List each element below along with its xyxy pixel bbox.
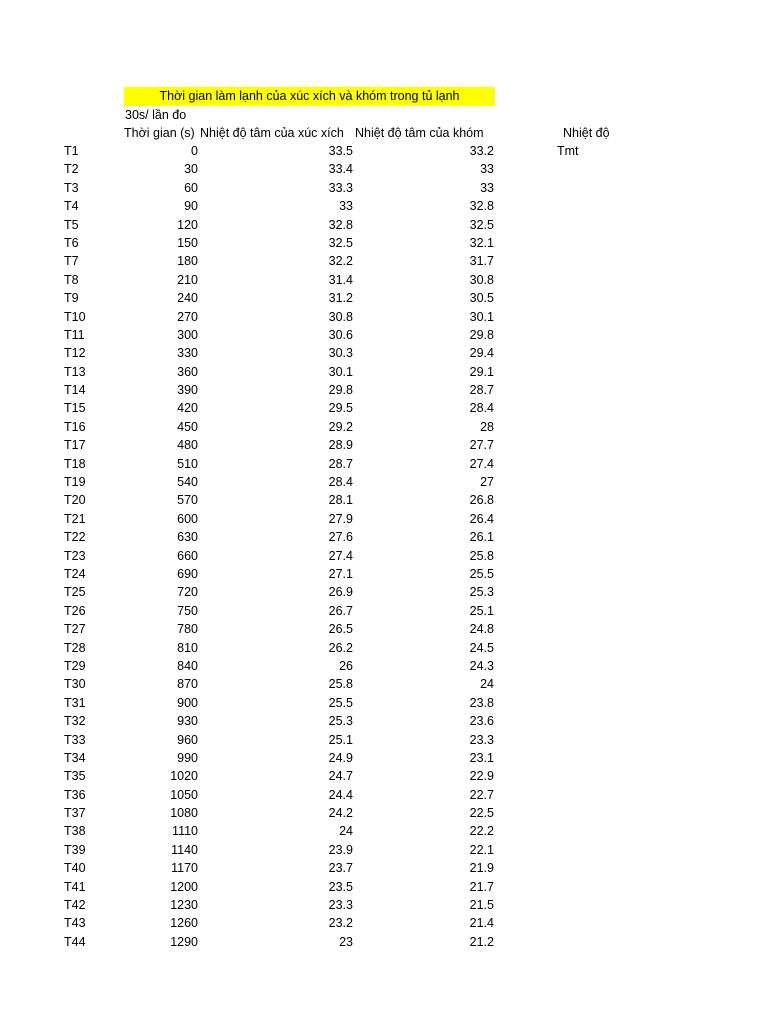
- time-cell[interactable]: 1050: [170, 787, 198, 802]
- time-cell[interactable]: 720: [177, 585, 198, 600]
- table-row: [0, 327, 768, 345]
- pineapple-temp-cell[interactable]: 33: [480, 162, 494, 177]
- sausage-temp-cell[interactable]: 23.5: [328, 879, 353, 894]
- time-cell[interactable]: 270: [177, 309, 198, 324]
- time-cell[interactable]: 540: [177, 475, 198, 490]
- row-label-cell[interactable]: T4: [64, 199, 79, 214]
- sausage-temp-cell[interactable]: 24.4: [328, 787, 353, 802]
- time-cell[interactable]: 1020: [170, 769, 198, 784]
- time-cell[interactable]: 960: [177, 732, 198, 747]
- time-cell[interactable]: 90: [184, 199, 198, 214]
- row-label-cell[interactable]: T31: [64, 695, 86, 710]
- table-row: [0, 180, 768, 198]
- sausage-temp-cell[interactable]: 28.1: [328, 493, 353, 508]
- row-label-cell[interactable]: T30: [64, 677, 86, 692]
- row-label-cell[interactable]: T28: [64, 640, 86, 655]
- time-cell[interactable]: 900: [177, 695, 198, 710]
- time-cell[interactable]: 1140: [171, 842, 198, 857]
- pineapple-temp-cell[interactable]: 21.4: [469, 916, 494, 931]
- table-row: [0, 492, 768, 510]
- row-label-cell[interactable]: T17: [64, 438, 86, 453]
- pineapple-temp-cell[interactable]: 24: [480, 677, 494, 692]
- pineapple-temp-cell[interactable]: 32.5: [469, 217, 494, 232]
- table-row: [0, 474, 768, 492]
- table-row: [0, 934, 768, 952]
- table-row: [0, 529, 768, 547]
- table-row: [0, 456, 768, 474]
- time-cell[interactable]: 990: [177, 750, 198, 765]
- row-label-cell[interactable]: T41: [64, 879, 86, 894]
- row-label-cell[interactable]: T34: [64, 750, 86, 765]
- sausage-temp-cell[interactable]: 25.3: [328, 714, 353, 729]
- table-row: [0, 198, 768, 216]
- pineapple-temp-cell[interactable]: 24.8: [469, 622, 494, 637]
- row-label-cell[interactable]: T7: [64, 254, 79, 269]
- header-time[interactable]: Thời gian (s): [124, 126, 195, 140]
- sausage-temp-cell[interactable]: 27.9: [328, 511, 353, 526]
- table-row: [0, 695, 768, 713]
- sausage-temp-cell[interactable]: 29.8: [328, 383, 353, 398]
- table-row: [0, 437, 768, 455]
- sausage-temp-cell[interactable]: 33.4: [328, 162, 353, 177]
- pineapple-temp-cell[interactable]: 26.1: [469, 530, 494, 545]
- row-label-cell[interactable]: T16: [64, 419, 86, 434]
- pineapple-temp-cell[interactable]: 24.5: [469, 640, 494, 655]
- time-cell[interactable]: 930: [177, 714, 198, 729]
- row-label-cell[interactable]: T37: [64, 806, 86, 821]
- table-row: [0, 603, 768, 621]
- time-cell[interactable]: 600: [177, 511, 198, 526]
- table-row: [0, 658, 768, 676]
- sausage-temp-cell[interactable]: 28.4: [328, 475, 353, 490]
- table-row: [0, 768, 768, 786]
- time-cell[interactable]: 510: [177, 456, 198, 471]
- pineapple-temp-cell[interactable]: 22.9: [469, 769, 494, 784]
- sausage-temp-cell[interactable]: 25.1: [328, 732, 353, 747]
- table-row: [0, 382, 768, 400]
- table-row: [0, 915, 768, 933]
- table-row: [0, 879, 768, 897]
- pineapple-temp-cell[interactable]: 30.5: [469, 291, 494, 306]
- row-label-cell[interactable]: T15: [64, 401, 86, 416]
- header-pineapple-core-temp[interactable]: Nhiệt độ tâm của khóm: [355, 126, 484, 140]
- row-label-cell[interactable]: T38: [64, 824, 86, 839]
- time-cell[interactable]: 690: [177, 566, 198, 581]
- row-label-cell[interactable]: T25: [64, 585, 86, 600]
- pineapple-temp-cell[interactable]: 21.5: [469, 898, 494, 913]
- time-cell[interactable]: 330: [177, 346, 198, 361]
- table-row: [0, 309, 768, 327]
- row-label-cell[interactable]: T10: [64, 309, 86, 324]
- pineapple-temp-cell[interactable]: 26.8: [469, 493, 494, 508]
- row-label-cell[interactable]: T12: [64, 346, 86, 361]
- pineapple-temp-cell[interactable]: 22.2: [469, 824, 494, 839]
- pineapple-temp-cell[interactable]: 27.7: [469, 438, 494, 453]
- time-cell[interactable]: 870: [177, 677, 198, 692]
- time-cell[interactable]: 1230: [170, 898, 198, 913]
- row-label-cell[interactable]: T6: [64, 235, 79, 250]
- row-label-cell[interactable]: T33: [64, 732, 86, 747]
- row-label-cell[interactable]: T2: [64, 162, 79, 177]
- table-row: [0, 750, 768, 768]
- pineapple-temp-cell[interactable]: 23.3: [469, 732, 494, 747]
- sausage-temp-cell[interactable]: 32.8: [328, 217, 353, 232]
- sausage-temp-cell[interactable]: 25.5: [328, 695, 353, 710]
- pineapple-temp-cell[interactable]: 21.7: [469, 879, 494, 894]
- time-cell[interactable]: 1290: [170, 934, 198, 949]
- table-row: [0, 676, 768, 694]
- table-row: [0, 143, 768, 161]
- time-cell[interactable]: 840: [177, 658, 198, 673]
- time-cell[interactable]: 1110: [172, 824, 198, 839]
- time-cell[interactable]: 0: [191, 144, 198, 158]
- sausage-temp-cell[interactable]: 28.9: [328, 438, 353, 453]
- pineapple-temp-cell[interactable]: 21.9: [469, 861, 494, 876]
- sausage-temp-cell[interactable]: 30.8: [328, 309, 353, 324]
- sausage-temp-cell[interactable]: 31.2: [328, 291, 353, 306]
- pineapple-temp-cell[interactable]: 30.1: [469, 309, 494, 324]
- pineapple-temp-cell[interactable]: 28: [480, 419, 494, 434]
- table-row: [0, 787, 768, 805]
- time-cell[interactable]: 1260: [170, 916, 198, 931]
- measurement-interval-note[interactable]: 30s/ lần đo: [125, 108, 187, 122]
- table-row: [0, 272, 768, 290]
- time-cell[interactable]: 630: [177, 530, 198, 545]
- row-label-cell[interactable]: T8: [64, 272, 79, 287]
- time-cell[interactable]: 420: [177, 401, 198, 416]
- sausage-temp-cell[interactable]: 23.9: [328, 842, 353, 857]
- row-label-cell[interactable]: T11: [64, 327, 85, 342]
- table-row: [0, 823, 768, 841]
- data-table: [0, 143, 768, 952]
- pineapple-temp-cell[interactable]: 23.6: [469, 714, 494, 729]
- pineapple-temp-cell[interactable]: 27.4: [469, 456, 494, 471]
- row-label-cell[interactable]: T20: [64, 493, 86, 508]
- table-row: [0, 621, 768, 639]
- row-label-cell[interactable]: T18: [64, 456, 86, 471]
- time-cell[interactable]: 390: [177, 383, 198, 398]
- pineapple-temp-cell[interactable]: 29.1: [469, 364, 494, 379]
- sausage-temp-cell[interactable]: 26: [339, 658, 353, 673]
- sausage-temp-cell[interactable]: 24.7: [328, 769, 353, 784]
- time-cell[interactable]: 480: [177, 438, 198, 453]
- row-label-cell[interactable]: T44: [64, 934, 86, 949]
- pineapple-temp-cell[interactable]: 33: [480, 180, 494, 195]
- sausage-temp-cell[interactable]: 33.3: [328, 180, 353, 195]
- pineapple-temp-cell[interactable]: 25.8: [469, 548, 494, 563]
- sausage-temp-cell[interactable]: 24.2: [328, 806, 353, 821]
- pineapple-temp-cell[interactable]: 22.7: [469, 787, 494, 802]
- row-label-cell[interactable]: T24: [64, 566, 86, 581]
- sausage-temp-cell[interactable]: 30.6: [328, 327, 353, 342]
- time-cell[interactable]: 360: [177, 364, 198, 379]
- time-cell[interactable]: 60: [184, 180, 198, 195]
- pineapple-temp-cell[interactable]: 25.3: [469, 585, 494, 600]
- pineapple-temp-cell[interactable]: 28.7: [469, 383, 494, 398]
- table-row: [0, 419, 768, 437]
- pineapple-temp-cell[interactable]: 31.7: [469, 254, 494, 269]
- row-label-cell[interactable]: T5: [64, 217, 79, 232]
- row-label-cell[interactable]: T35: [64, 769, 86, 784]
- row-label-cell[interactable]: T27: [64, 622, 86, 637]
- sausage-temp-cell[interactable]: 26.9: [328, 585, 353, 600]
- sausage-temp-cell[interactable]: 31.4: [328, 272, 353, 287]
- time-cell[interactable]: 660: [177, 548, 198, 563]
- sheet-title[interactable]: Thời gian làm lạnh của xúc xích và khóm trong tủ lạnh: [159, 89, 460, 103]
- table-row: [0, 217, 768, 235]
- pineapple-temp-cell[interactable]: 25.1: [469, 603, 494, 618]
- row-label-cell[interactable]: T21: [64, 511, 86, 526]
- table-row: [0, 548, 768, 566]
- table-row: [0, 732, 768, 750]
- sausage-temp-cell[interactable]: 23: [339, 934, 353, 949]
- time-cell[interactable]: 150: [177, 235, 198, 250]
- row-label-cell[interactable]: T22: [64, 530, 86, 545]
- sausage-temp-cell[interactable]: 26.5: [328, 622, 353, 637]
- row-label-cell[interactable]: T14: [64, 383, 86, 398]
- table-row: [0, 860, 768, 878]
- sausage-temp-cell[interactable]: 33: [339, 199, 353, 214]
- table-row: [0, 842, 768, 860]
- table-row: [0, 584, 768, 602]
- pineapple-temp-cell[interactable]: 23.8: [469, 695, 494, 710]
- row-label-cell[interactable]: T32: [64, 714, 86, 729]
- time-cell[interactable]: 1080: [170, 806, 198, 821]
- row-label-cell[interactable]: T42: [64, 898, 86, 913]
- pineapple-temp-cell[interactable]: 27: [480, 475, 494, 490]
- time-cell[interactable]: 750: [177, 603, 198, 618]
- table-row: [0, 345, 768, 363]
- header-ambient-temp[interactable]: Nhiệt độ: [563, 126, 610, 140]
- table-row: [0, 290, 768, 308]
- table-row: [0, 161, 768, 179]
- row-label-cell[interactable]: T39: [64, 842, 86, 857]
- table-row: [0, 235, 768, 253]
- sausage-temp-cell[interactable]: 29.2: [328, 419, 353, 434]
- sausage-temp-cell[interactable]: 26.7: [328, 603, 353, 618]
- sausage-temp-cell[interactable]: 30.1: [328, 364, 353, 379]
- sausage-temp-cell[interactable]: 32.2: [328, 254, 353, 269]
- row-label-cell[interactable]: T36: [64, 787, 86, 802]
- time-cell[interactable]: 120: [177, 217, 198, 232]
- sausage-temp-cell[interactable]: 23.7: [328, 861, 353, 876]
- table-row: [0, 566, 768, 584]
- header-ambient-symbol[interactable]: Tmt: [557, 144, 579, 158]
- sausage-temp-cell[interactable]: 24: [339, 824, 353, 839]
- pineapple-temp-cell[interactable]: 22.5: [469, 806, 494, 821]
- table-row: [0, 805, 768, 823]
- pineapple-temp-cell[interactable]: 33.2: [469, 144, 494, 158]
- time-cell[interactable]: 450: [177, 419, 198, 434]
- row-label-cell[interactable]: T29: [64, 658, 86, 673]
- pineapple-temp-cell[interactable]: 28.4: [469, 401, 494, 416]
- sausage-temp-cell[interactable]: 32.5: [328, 235, 353, 250]
- table-row: [0, 640, 768, 658]
- table-row: [0, 897, 768, 915]
- table-row: [0, 400, 768, 418]
- pineapple-temp-cell[interactable]: 30.8: [469, 272, 494, 287]
- pineapple-temp-cell[interactable]: 29.4: [469, 346, 494, 361]
- table-row: [0, 511, 768, 529]
- row-label-cell[interactable]: T26: [64, 603, 86, 618]
- sausage-temp-cell[interactable]: 29.5: [328, 401, 353, 416]
- pineapple-temp-cell[interactable]: 23.1: [469, 750, 494, 765]
- sausage-temp-cell[interactable]: 27.1: [328, 566, 353, 581]
- row-label-cell[interactable]: T43: [64, 916, 86, 931]
- sausage-temp-cell[interactable]: 23.3: [328, 898, 353, 913]
- time-cell[interactable]: 30: [184, 162, 198, 177]
- pineapple-temp-cell[interactable]: 32.8: [469, 199, 494, 214]
- table-row: [0, 713, 768, 731]
- pineapple-temp-cell[interactable]: 21.2: [469, 934, 494, 949]
- sausage-temp-cell[interactable]: 33.5: [328, 144, 353, 158]
- sausage-temp-cell[interactable]: 27.4: [328, 548, 353, 563]
- pineapple-temp-cell[interactable]: 24.3: [469, 658, 494, 673]
- time-cell[interactable]: 570: [177, 493, 198, 508]
- time-cell[interactable]: 1200: [170, 879, 198, 894]
- row-label-cell[interactable]: T13: [64, 364, 86, 379]
- sausage-temp-cell[interactable]: 27.6: [328, 530, 353, 545]
- time-cell[interactable]: 210: [177, 272, 198, 287]
- row-label-cell[interactable]: T23: [64, 548, 86, 563]
- sausage-temp-cell[interactable]: 30.3: [328, 346, 353, 361]
- time-cell[interactable]: 1170: [171, 861, 198, 876]
- sausage-temp-cell[interactable]: 25.8: [328, 677, 353, 692]
- row-label-cell[interactable]: T3: [64, 180, 79, 195]
- row-label-cell[interactable]: T9: [64, 291, 79, 306]
- pineapple-temp-cell[interactable]: 22.1: [469, 842, 494, 857]
- table-row: [0, 364, 768, 382]
- sausage-temp-cell[interactable]: 23.2: [328, 916, 353, 931]
- row-label-cell[interactable]: T1: [64, 144, 79, 158]
- pineapple-temp-cell[interactable]: 26.4: [469, 511, 494, 526]
- time-cell[interactable]: 780: [177, 622, 198, 637]
- pineapple-temp-cell[interactable]: 29.8: [469, 327, 494, 342]
- sausage-temp-cell[interactable]: 26.2: [328, 640, 353, 655]
- sausage-temp-cell[interactable]: 24.9: [328, 750, 353, 765]
- row-label-cell[interactable]: T40: [64, 861, 86, 876]
- time-cell[interactable]: 300: [177, 327, 198, 342]
- sausage-temp-cell[interactable]: 28.7: [328, 456, 353, 471]
- table-row: [0, 253, 768, 271]
- time-cell[interactable]: 240: [177, 291, 198, 306]
- pineapple-temp-cell[interactable]: 32.1: [469, 235, 494, 250]
- pineapple-temp-cell[interactable]: 25.5: [469, 566, 494, 581]
- header-sausage-core-temp[interactable]: Nhiệt độ tâm của xúc xích: [200, 126, 344, 140]
- row-label-cell[interactable]: T19: [64, 475, 86, 490]
- time-cell[interactable]: 810: [177, 640, 198, 655]
- time-cell[interactable]: 180: [177, 254, 198, 269]
